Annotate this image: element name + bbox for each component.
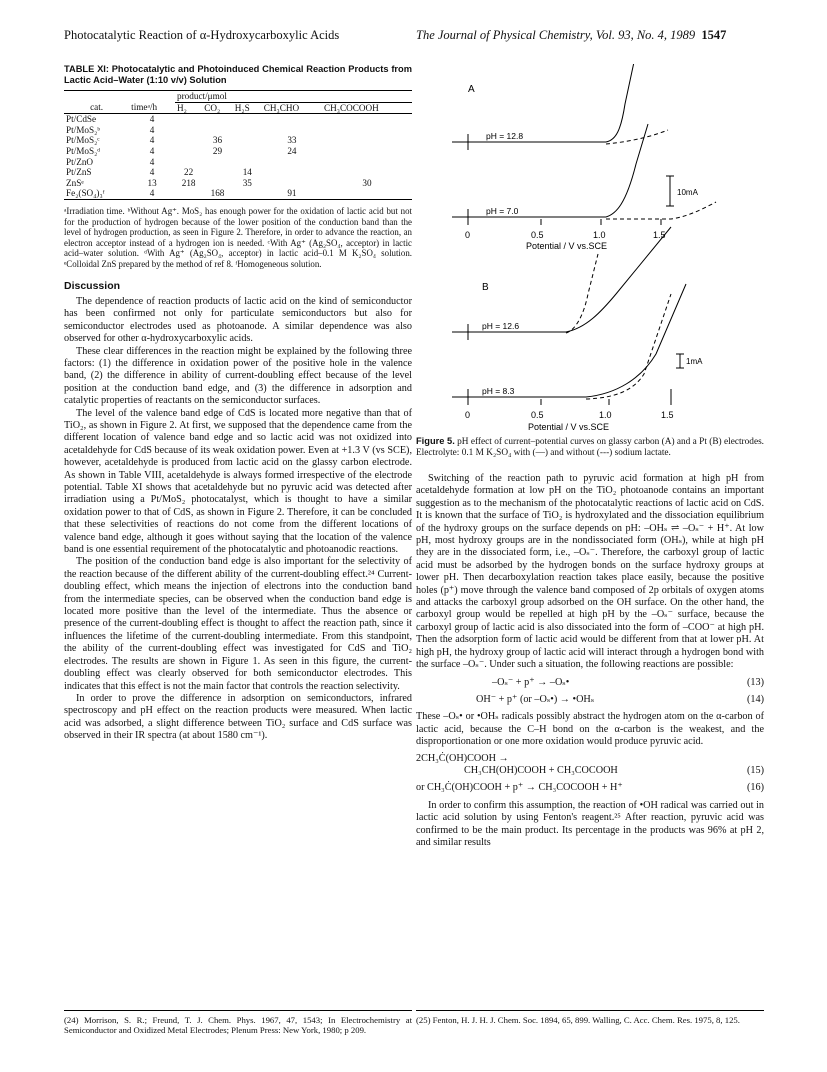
table-row: [64, 135, 412, 146]
label-ph-12-8: pH = 12.8: [486, 131, 524, 141]
value-cell: [262, 178, 322, 189]
equation-number: (13): [747, 676, 764, 688]
value-cell: [322, 125, 412, 136]
equation-number: (16): [747, 782, 764, 794]
value-cell: 35: [242, 177, 252, 188]
equation-body: OH⁻ + p⁺ (or –Oₛ•) → •OHₛ: [476, 693, 595, 705]
table-column-header: CH₃COCOOH: [322, 102, 412, 114]
paragraph: The position of the conduction band edge is also important for the selectivity of the reaction because of the different ability of the current-doubling effect.²⁴ Current-doubling effect, which means the injection of electrons into the conduction band from the intermediate species, can be observed when the conduction band edge is located more positive than the level of the intermediate. Thus the absence or presence of the current-doubling effect is thought to affect the reaction path, since it influences the lifetime of the current-doubling intermediate. From this standpoint, the ability of the current-doubling effect was investigated for CdS and TiO₂ electrodes. The results are shown in Figure 1. As seen in this figure, the current-doubling effect was clearly observed for both semiconductor electrodes. This indicates that this effect is not the main factor that controls the reaction selectivity.: [64, 556, 412, 692]
tick-label: 0.5: [531, 230, 544, 240]
value-cell: [202, 167, 233, 178]
paragraph: The dependence of reaction products of lactic acid on the kind of semiconductor has been confirmed not only for particulate semiconductors but also for semiconductor electrodes used as photoanode. A similar dependence was also observed for other α-hydroxycarboxylic acids.: [64, 295, 412, 345]
left-column: [64, 64, 412, 743]
value-cell: [175, 146, 202, 157]
tick-label: 1.5: [653, 230, 666, 240]
running-title: Photocatalytic Reaction of α-Hydroxycarboxylic Acids: [64, 28, 340, 42]
value-cell: [322, 135, 412, 146]
value-cell: 4: [149, 124, 155, 135]
value-cell: [262, 157, 322, 168]
curve-b-8-3-solid: [586, 284, 686, 397]
right-column: [416, 64, 764, 849]
equation-body: –Oₛ⁻ + p⁺ → –Oₛ•: [492, 676, 570, 688]
catalyst-cell: ZnSᵉ: [66, 177, 84, 188]
table-column-header: CH₃CHO: [262, 102, 322, 114]
page-number: 1547: [701, 28, 727, 42]
equation-15: [416, 753, 764, 778]
curve-a-12-8-solid: [606, 64, 634, 142]
equation-number: (14): [747, 693, 764, 705]
tick-label: 0: [465, 230, 471, 240]
tick-label: 1.5: [661, 410, 674, 420]
value-cell: [262, 125, 322, 136]
label-ph-7-0: pH = 7.0: [486, 206, 519, 216]
table-group-header: product/μmol: [175, 91, 412, 103]
figure-caption-label: Figure 5.: [416, 436, 455, 446]
catalyst-cell: Pt/CdSe: [66, 114, 97, 125]
value-cell: [233, 125, 262, 136]
table-footnote: ᵃIrradiation time. ᵇWithout Ag⁺. MoS₂ has enough power for the oxidation of lactic acid but not for the production of hydrogen because of the lower position of the conduction band than the level of hydrogen production, as seen in Figure 2. Therefore, in order to advance the reaction, an electron acceptor instead of a hydrogen ion is needed. ᶜWith Ag⁺ (Ag₂SO₄, acceptor) in lactic acid–water solution. ᵈWith Ag⁺ (Ag₂SO₄, acceptor) in lactic acid–0.1 M K₂SO₄ solution. ᵉColloidal ZnS prepared by the method of ref 8. ᶠHomogeneous solution.: [64, 205, 412, 269]
value-cell: 4: [149, 145, 155, 156]
table-row: [64, 157, 412, 168]
value-cell: 30: [362, 177, 372, 188]
scale-label-b: 1mA: [686, 357, 703, 366]
value-cell: [322, 167, 412, 178]
equation-body: or CH₃Ċ(OH)COOH + p⁺ → CH₃COCOOH + H⁺: [416, 782, 623, 794]
value-cell: 36: [212, 135, 223, 146]
journal-header: [416, 28, 726, 43]
curve-a-7-0-dashed: [606, 202, 716, 219]
value-cell: [202, 125, 233, 136]
value-cell: [322, 146, 412, 157]
table-row: [64, 125, 412, 136]
panel-b-label: B: [482, 282, 489, 293]
equation-rhs: CH₃CH(OH)COOH + CH₃COCOOH: [464, 764, 618, 776]
curve-b-12-6-dashed: [566, 254, 598, 333]
catalyst-cell: Pt/ZnO: [66, 156, 94, 167]
figure-5-plot: [416, 64, 764, 434]
paragraph: Switching of the reaction path to pyruvic acid formation at high pH from acetaldehyde formation at low pH on the TiO₂ photoanode contains an important suggestion as to the mechanism of the photocatalytic reactions of lactic acid on CdS. It is known that the surface of TiO₂ is hydroxylated and the dissociation equilibrium of the hydroxy groups on the surface depends on pH: –OHₛ ⇌ –Oₛ⁻ + H⁺. At low pH, most hydroxy groups are in the nondissociated form (OHₛ), while at high pH they are in the dissociated form, i.e., –Oₛ⁻. Therefore, the carboxyl group of lactic acid must be adsorbed by the hydrogen bonds on the surface hydroxy groups at lower pH. Then decarboxylation reaction takes place easily, because the positive holes (p⁺) move through the valence band composed of 2p orbitals of oxygen atoms and attacks the carboxyl group adsorbed on the OH surface. On the other hand, the carboxyl group would be repelled at high pH by the –Oₛ⁻ surface, because the carboxyl group of lactic acid is also dissociated into the form of –COO⁻ at high pH. Then the adsorption form of lactic acid would be different from that at lower pH. At high pH, the hydroxy group of lactic acid will interact through a hydrogen bond with the surface –Oₛ⁻. Under such a situation, the following reactions are possible:: [416, 473, 764, 671]
paragraph: In order to confirm this assumption, the reaction of •OH radical was carried out in lactic acid solution by using Fenton's reagent.²⁵ After reaction, pyruvic acid was confirmed to be the main product. Its percentage in the products was 96% at pH 2, and similar results: [416, 799, 764, 848]
value-cell: [233, 146, 262, 157]
value-cell: [175, 188, 202, 199]
table-column-header: H₂: [175, 102, 202, 114]
value-cell: 91: [262, 188, 322, 199]
value-cell: [322, 188, 412, 199]
value-cell: [175, 114, 202, 125]
equation-13: [416, 677, 764, 689]
label-ph-12-6: pH = 12.6: [482, 321, 520, 331]
table-column-header: timeᵃ/h: [129, 102, 175, 114]
value-cell: [175, 157, 202, 168]
value-cell: [233, 157, 262, 168]
journal-citation: The Journal of Physical Chemistry, Vol. 93, No. 4, 1989: [416, 28, 696, 42]
value-cell: 4: [149, 167, 155, 178]
curve-b-8-3-dashed: [586, 294, 671, 399]
value-cell: 168: [202, 188, 233, 199]
value-cell: 4: [149, 156, 155, 167]
table-column-header: H₂S: [233, 102, 262, 114]
table-row: [64, 178, 412, 189]
equation-16: [416, 782, 764, 794]
value-cell: 13: [147, 177, 157, 188]
label-ph-8-3: pH = 8.3: [482, 386, 515, 396]
paragraph: In order to prove the difference in adsorption on semiconductors, infrared spectroscopy and pH effect on the reaction products were measured. When lactic acid was adsorbed, a slight difference between TiO₂ surface and CdS surface was observed in their IR spectra (at about 1580 cm⁻¹).: [64, 692, 412, 742]
tick-label: 1.0: [599, 410, 612, 420]
figure-5: [416, 64, 764, 434]
section-heading: Discussion: [64, 279, 121, 292]
value-cell: 29: [212, 145, 223, 156]
value-cell: [175, 125, 202, 136]
tick-label: 0.5: [531, 410, 544, 420]
value-cell: 4: [149, 135, 155, 146]
value-cell: [262, 167, 322, 178]
table-caption: TABLE XI: Photocatalytic and Photoinduced Chemical Reaction Products from Lactic Acid–Water (1:10 v/v) Solution: [64, 64, 412, 85]
catalyst-cell: Pt/MoS₂ᵈ: [66, 145, 101, 156]
value-cell: [233, 135, 262, 146]
results-table: [64, 90, 412, 200]
figure-caption-text: pH effect of current–potential curves on glassy carbon (A) and a Pt (B) electrodes. Electrolyte: 0.1 M K₂SO₄ with (—) and without (---) sodium lactate.: [416, 437, 765, 458]
figure-caption: [416, 436, 764, 459]
value-cell: [262, 114, 322, 125]
value-cell: [322, 157, 412, 168]
catalyst-cell: Pt/ZnS: [66, 167, 92, 178]
catalyst-cell: Fe₂(SO₄)₃ᶠ: [64, 188, 129, 199]
catalyst-cell: Pt/MoS₂ᶜ: [66, 135, 100, 146]
value-cell: 4: [129, 188, 175, 199]
curve-a-12-8-dashed: [606, 130, 668, 144]
table-column-header: cat.: [64, 102, 129, 114]
table-row: [64, 188, 412, 199]
value-cell: [322, 114, 412, 125]
footnote-ref-25: (25) Fenton, H. J. H. J. Chem. Soc. 1894, 65, 899. Walling, C. Acc. Chem. Res. 1975, 8, 125.: [416, 1010, 764, 1025]
x-axis-label-b: Potential / V vs.SCE: [528, 422, 610, 432]
value-cell: 218: [181, 177, 196, 188]
value-cell: [202, 178, 233, 189]
value-cell: 33: [287, 135, 297, 146]
panel-a-label: A: [468, 84, 475, 95]
x-axis-label-a: Potential / V vs.SCE: [526, 241, 608, 251]
value-cell: 22: [184, 167, 194, 178]
table-row: [64, 114, 412, 125]
value-cell: [202, 157, 233, 168]
paragraph: These clear differences in the reaction might be explained by the following three factors: (1) the difference in oxidation power of the positive hole in the valence band, (2) the difference in ability of current-doubling effect because of the level position at the conduction band edge, and (3) the difference in adsorption and catalytic properties of reactants on the semiconductor surfaces.: [64, 345, 412, 407]
table-row: [64, 167, 412, 178]
table-column-header: CO₂: [202, 102, 233, 114]
value-cell: 4: [149, 114, 155, 125]
tick-label: 0: [465, 410, 471, 420]
paragraph: These –Oₛ• or •OHₛ radicals possibly abstract the hydrogen atom on the α-carbon of lactic acid, because the C–H bond on the α-carbon is the weakest, and the disproportionation or one more oxidation would produce pyruvic acid.: [416, 711, 764, 748]
footnote-ref-24: (24) Morrison, S. R.; Freund, T. J. Chem. Phys. 1967, 47, 1543; In Electrochemistry at Semiconductor and Oxidized Metal Electrodes; Plenum Press: New York, 1980; p 209.: [64, 1010, 412, 1036]
value-cell: 14: [242, 167, 252, 178]
equation-14: [416, 694, 764, 706]
value-cell: [233, 114, 262, 125]
equation-lhs: 2CH₃Ċ(OH)COOH →: [416, 752, 509, 764]
value-cell: 24: [287, 145, 297, 156]
equation-number: (15): [747, 764, 764, 776]
scale-label-a: 10mA: [677, 188, 698, 197]
value-cell: [233, 188, 262, 199]
paragraph: The level of the valence band edge of CdS is located more negative than that of TiO₂, as shown in Figure 2. At first, we supposed that the dependence came from the different location of valence band edge and so lactic acid was not oxidized into acetaldehyde for CdS because of its weak oxidation power. Even at +1.3 V (vs SCE), however, acetaldehyde is produced from lactic acid on the glassy carbon electrode. As shown in Table VIII, acetaldehyde is always formed irrespective of the electrode potential. Table XI shows that acetaldehyde but no pyruvic acid was detected after irradiation using a Pt/MoS₂ photocatalyst, which is thought to have a similar oxidation power to that of CdS, as shown in Figure 2. Therefore, it can be concluded that these selectivities of reactions do not come from the different locations of valence band edge, although it goes without saying that the location of the valence band is one essential requirement of the photocatalytic and photoanodic reactions.: [64, 407, 412, 556]
catalyst-cell: Pt/MoS₂ᵇ: [66, 124, 101, 135]
table-row: [64, 146, 412, 157]
value-cell: [202, 114, 233, 125]
tick-label: 1.0: [593, 230, 606, 240]
value-cell: [175, 135, 202, 146]
